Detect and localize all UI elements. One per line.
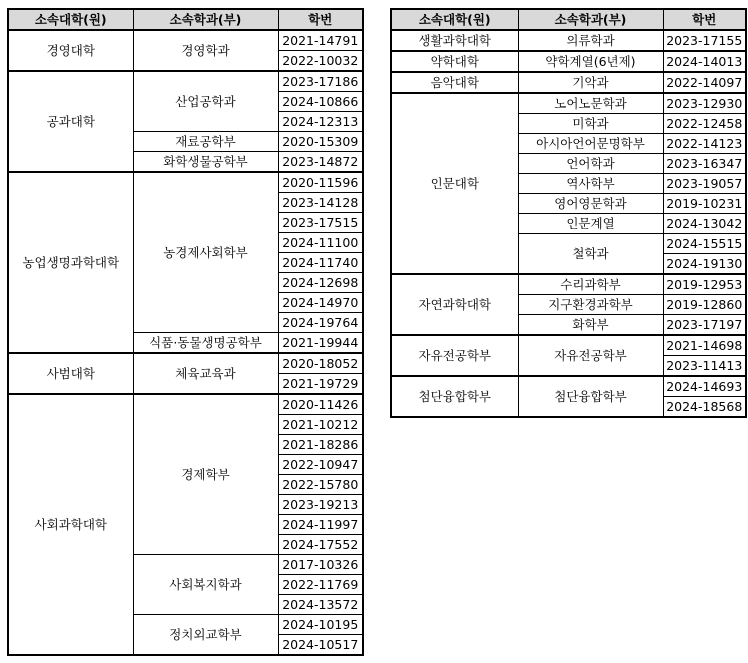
- student-id-cell: 2023-11413: [663, 356, 746, 377]
- student-id-cell: 2017-10326: [278, 555, 363, 575]
- student-id-cell: 2022-14123: [663, 134, 746, 154]
- college-cell: 자유전공학부: [391, 335, 518, 376]
- table-row: [8, 394, 363, 415]
- dept-cell: 자유전공학부: [518, 335, 663, 376]
- college-cell: 약학대학: [391, 51, 518, 72]
- student-id-cell: 2020-15309: [278, 132, 363, 152]
- dept-header: 소속학과(부): [133, 9, 278, 30]
- dept-cell: 아시아언어문명학부: [518, 134, 663, 154]
- student-id-cell: 2024-10517: [278, 635, 363, 656]
- dept-cell: 화학부: [518, 315, 663, 336]
- table-row: [391, 274, 746, 295]
- table-row: [391, 335, 746, 356]
- dept-cell: 영어영문학과: [518, 194, 663, 214]
- dept-cell: 지구환경과학부: [518, 295, 663, 315]
- table-row: [391, 51, 746, 72]
- student-id-cell: 2022-12458: [663, 114, 746, 134]
- dept-cell: 재료공학부: [133, 132, 278, 152]
- student-id-cell: 2019-12860: [663, 295, 746, 315]
- college-cell: 농업생명과학대학: [8, 172, 133, 353]
- dept-cell: 기악과: [518, 72, 663, 93]
- student-id-cell: 2024-11100: [278, 233, 363, 253]
- student-id-cell: 2020-18052: [278, 353, 363, 374]
- student-id-cell: 2020-11426: [278, 394, 363, 415]
- table-row: [8, 353, 363, 374]
- student-id-cell: 2022-15780: [278, 475, 363, 495]
- student-id-cell: 2021-14791: [278, 30, 363, 51]
- student-id-cell: 2022-10947: [278, 455, 363, 475]
- student-id-cell: 2021-19944: [278, 333, 363, 354]
- student-id-cell: 2024-13572: [278, 595, 363, 615]
- dept-cell: 언어학과: [518, 154, 663, 174]
- student-id-cell: 2023-19057: [663, 174, 746, 194]
- student-id-cell: 2022-11769: [278, 575, 363, 595]
- dept-cell: 농경제사회학부: [133, 172, 278, 333]
- student-id-cell: 2024-12698: [278, 273, 363, 293]
- student-id-cell: 2019-10231: [663, 194, 746, 214]
- header-row: [8, 9, 363, 30]
- student-id-cell: 2020-11596: [278, 172, 363, 193]
- table-row: [391, 93, 746, 114]
- college-cell: 음악대학: [391, 72, 518, 93]
- student-id-cell: 2021-14698: [663, 335, 746, 356]
- college-cell: 공과대학: [8, 71, 133, 172]
- college-cell: 자연과학대학: [391, 274, 518, 335]
- student-id-cell: 2023-17155: [663, 30, 746, 51]
- college-cell: 경영대학: [8, 30, 133, 71]
- student-id-cell: 2023-17186: [278, 71, 363, 92]
- student-id-cell: 2023-12930: [663, 93, 746, 114]
- college-cell: 첨단융합학부: [391, 376, 518, 417]
- student-id-cell: 2024-19130: [663, 254, 746, 275]
- college-cell: 사범대학: [8, 353, 133, 394]
- dept-cell: 산업공학과: [133, 71, 278, 132]
- dept-cell: 사회복지학과: [133, 555, 278, 615]
- table-row: [8, 71, 363, 92]
- student-id-cell: 2019-12953: [663, 274, 746, 295]
- student-id-cell: 2022-10032: [278, 51, 363, 72]
- right-table-body: [391, 30, 746, 417]
- table-row: [391, 30, 746, 51]
- student-id-header: 학번: [278, 9, 363, 30]
- student-id-cell: 2023-14128: [278, 193, 363, 213]
- college-cell: 사회과학대학: [8, 394, 133, 655]
- dept-cell: 식품·동물생명공학부: [133, 333, 278, 354]
- student-id-cell: 2024-15515: [663, 234, 746, 254]
- student-id-cell: 2024-10866: [278, 92, 363, 112]
- table-row: [8, 172, 363, 193]
- dept-cell: 체육교육과: [133, 353, 278, 394]
- dept-cell: 인문계열: [518, 214, 663, 234]
- college-header: 소속대학(원): [391, 9, 518, 30]
- student-id-cell: 2024-14013: [663, 51, 746, 72]
- student-id-cell: 2023-16347: [663, 154, 746, 174]
- student-id-cell: 2024-13042: [663, 214, 746, 234]
- student-id-header: 학번: [663, 9, 746, 30]
- table-row: [8, 30, 363, 51]
- dept-cell: 경영학과: [133, 30, 278, 71]
- college-cell: 인문대학: [391, 93, 518, 274]
- table-row: [391, 376, 746, 397]
- dept-cell: 화학생물공학부: [133, 152, 278, 173]
- student-id-cell: 2024-14970: [278, 293, 363, 313]
- header-row: [391, 9, 746, 30]
- dept-cell: 미학과: [518, 114, 663, 134]
- dept-cell: 정치외교학부: [133, 615, 278, 656]
- right-enrollment-table: [390, 8, 747, 418]
- dept-cell: 경제학부: [133, 394, 278, 555]
- dept-cell: 수리과학부: [518, 274, 663, 295]
- student-id-cell: 2021-19729: [278, 374, 363, 395]
- student-id-cell: 2023-17197: [663, 315, 746, 336]
- dept-cell: 의류학과: [518, 30, 663, 51]
- student-id-cell: 2023-14872: [278, 152, 363, 173]
- student-id-cell: 2021-18286: [278, 435, 363, 455]
- student-id-cell: 2022-14097: [663, 72, 746, 93]
- left-table-body: [8, 30, 363, 655]
- college-header: 소속대학(원): [8, 9, 133, 30]
- student-id-cell: 2023-19213: [278, 495, 363, 515]
- table-row: [391, 72, 746, 93]
- student-id-cell: 2024-19764: [278, 313, 363, 333]
- student-id-cell: 2024-18568: [663, 397, 746, 418]
- student-id-cell: 2021-10212: [278, 415, 363, 435]
- dept-cell: 약학계열(6년제): [518, 51, 663, 72]
- student-id-cell: 2024-14693: [663, 376, 746, 397]
- dept-cell: 노어노문학과: [518, 93, 663, 114]
- left-enrollment-table: [7, 8, 364, 656]
- student-id-cell: 2024-17552: [278, 535, 363, 555]
- student-id-cell: 2024-12313: [278, 112, 363, 132]
- student-id-cell: 2024-11740: [278, 253, 363, 273]
- dept-cell: 첨단융합학부: [518, 376, 663, 417]
- dept-header: 소속학과(부): [518, 9, 663, 30]
- student-id-cell: 2023-17515: [278, 213, 363, 233]
- student-id-cell: 2024-11997: [278, 515, 363, 535]
- dept-cell: 역사학부: [518, 174, 663, 194]
- college-cell: 생활과학대학: [391, 30, 518, 51]
- student-id-cell: 2024-10195: [278, 615, 363, 635]
- dept-cell: 철학과: [518, 234, 663, 275]
